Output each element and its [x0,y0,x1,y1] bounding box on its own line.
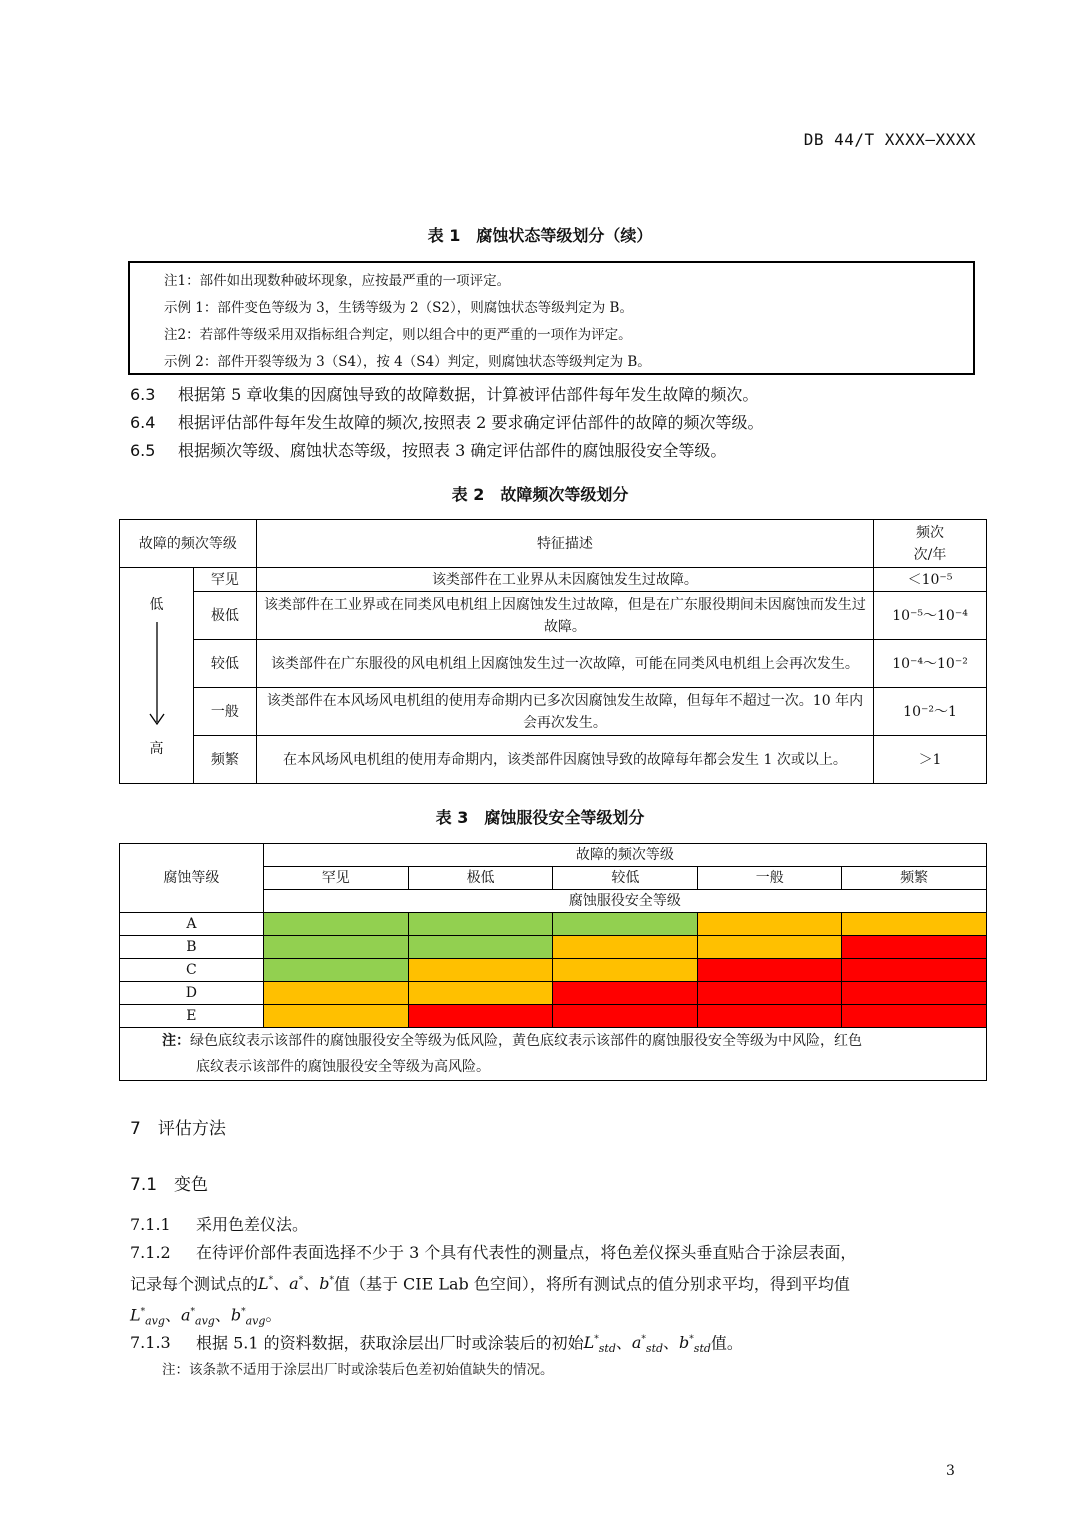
low-label: 低 [149,597,164,613]
risk-cell-red [698,959,842,982]
clause-text-line2b: 值（基于 CIE Lab 色空间），将所有测试点的值分别求平均，得到平均值 [333,1274,850,1294]
table2-row-level: 频繁 [193,736,256,784]
table2-frequency-levels [119,519,987,784]
table2-row-freq: 10⁻⁵～10⁻⁴ [874,592,987,640]
clause-text-a: 根据 5.1 的资料数据，获取涂层出厂时或涂装后的初始 [196,1333,584,1353]
freq-level-header: 极低 [408,867,553,890]
risk-cell-yellow [263,1005,408,1028]
risk-cell-green [263,959,408,982]
risk-cell-red [842,936,987,959]
table3-note-line1 [162,1028,980,1054]
grade-label: B [120,936,264,959]
table1-notes-box [128,261,975,375]
risk-cell-yellow [408,982,553,1005]
note-text-2: 底纹表示该部件的腐蚀服役安全等级为高风险。 [196,1059,490,1075]
freq-header-line1: 频次 [916,524,945,541]
section-7-title: 7 评估方法 [130,1119,226,1139]
risk-cell-green [263,913,408,936]
table3-freq-header: 故障的频次等级 [263,844,986,867]
std-symbols: $L^*_{std}$、$a^*_{std}$、$b^*_{std}$ [583,1333,711,1356]
table2-row-desc: 该类部件在工业界或在同类风电机组上因腐蚀发生过故障，但是在广东服役期间未因腐蚀而发生过故障。 [256,592,873,640]
table2-row-level: 较低 [193,640,256,688]
table3-safety-matrix [119,843,987,1081]
table2-row-freq: ＜10⁻⁵ [874,568,987,592]
clause-number: 7.1.2 [130,1243,171,1262]
table2-row-freq: 10⁻⁴～10⁻² [874,640,987,688]
risk-cell-red [698,982,842,1005]
clause-number: 7.1.3 [130,1333,171,1353]
risk-cell-red [553,982,698,1005]
table2-header-desc: 特征描述 [256,520,873,568]
clause-7-1-2 [130,1238,980,1336]
table2-row-freq: ＞1 [874,736,987,784]
clause-7-1-3-note: 注：该条款不适用于涂层出厂时或涂装后色差初始值缺失的情况。 [162,1362,554,1378]
down-arrow-icon [149,622,165,726]
clause-number: 6.5 [130,441,156,460]
high-label: 高 [149,741,164,757]
note-text-1: 绿色底纹表示该部件的腐蚀服役安全等级为低风险，黄色底纹表示该部件的腐蚀服役安全等级为中风险，红色 [190,1033,862,1049]
risk-cell-red [842,1005,987,1028]
table2-caption: 表 2 故障频次等级划分 [451,485,629,504]
table3-grade-row [120,982,987,1005]
table3-grade-row [120,913,987,936]
freq-header-line2: 次/年 [913,546,947,563]
table1-note-2: 注2：若部件等级采用双指标组合判定，则以组合中的更严重的一项作为评定。 [164,327,632,343]
table2-header-level: 故障的频次等级 [120,520,257,568]
freq-level-header: 一般 [698,867,842,890]
risk-cell-red [698,1005,842,1028]
risk-cell-yellow [698,913,842,936]
section-7-1-title: 7.1 变色 [130,1175,209,1195]
risk-cell-green [408,913,553,936]
risk-cell-green [263,936,408,959]
grade-label: A [120,913,264,936]
risk-cell-yellow [553,936,698,959]
table3-corner: 腐蚀等级 [120,844,264,913]
clause-text: 根据评估部件每年发生故障的频次,按照表 2 要求确定评估部件的故障的频次等级。 [178,413,764,432]
clause-7-1-1 [130,1210,308,1239]
freq-level-header: 较低 [553,867,698,890]
risk-cell-green [553,913,698,936]
risk-cell-yellow [263,982,408,1005]
risk-cell-red [842,982,987,1005]
table3-grade-rows [120,913,987,1028]
risk-cell-red [842,959,987,982]
risk-cell-yellow [553,959,698,982]
page-number: 3 [946,1463,955,1479]
table2-row-level: 一般 [193,688,256,736]
clause-text-b: 值。 [710,1333,743,1353]
table1-example-2: 示例 2：部件开裂等级为 3（S4），按 4（S4）判定，则腐蚀状态等级判定为 B。 [164,354,651,370]
table3-note [120,1028,987,1081]
grade-label: E [120,1005,264,1028]
risk-cell-red [553,1005,698,1028]
clause-text: 根据频次等级、腐蚀状态等级，按照表 3 确定评估部件的腐蚀服役安全等级。 [178,441,727,460]
document-code: DB 44/T XXXX—XXXX [803,130,976,149]
table1-note-1: 注1：部件如出现数种破坏现象，应按最严重的一项评定。 [164,273,511,289]
note-label: 注： [162,1033,190,1049]
table3-grade-row [120,959,987,982]
table3-grade-row [120,1005,987,1028]
table2-row-desc: 该类部件在本风场风电机组的使用寿命期内已多次因腐蚀发生故障，但每年不超过一次。10 年内会再次发生。 [256,688,873,736]
clause-number: 6.3 [130,385,156,404]
avg-symbols: $L^*_{avg}$、$a^*_{avg}$、$b^*_{avg}$。 [130,1305,282,1328]
table2-row-level: 极低 [193,592,256,640]
clause-6-5 [130,438,726,461]
grade-label: C [120,959,264,982]
risk-cell-green [408,936,553,959]
table2-row-desc: 该类部件在广东服役的风电机组上因腐蚀发生过一次故障，可能在同类风电机组上会再次发生。 [256,640,873,688]
freq-level-header: 罕见 [263,867,408,890]
risk-cell-yellow [408,959,553,982]
clause-text-line1: 在待评价部件表面选择不少于 3 个具有代表性的测量点，将色差仪探头垂直贴合于涂层表面， [196,1243,857,1262]
clause-number: 7.1.1 [130,1215,171,1234]
table2-row-level: 罕见 [193,568,256,592]
grade-label: D [120,982,264,1005]
table3-caption: 表 3 腐蚀服役安全等级划分 [435,808,645,827]
clause-text: 采用色差仪法。 [196,1215,309,1234]
clause-6-4 [130,410,763,433]
clause-6-3 [130,382,758,405]
clause-number: 6.4 [130,413,156,432]
clause-text-line2a: 记录每个测试点的 [130,1274,259,1294]
table1-caption: 表 1 腐蚀状态等级划分（续） [427,226,653,245]
table2-row-desc: 该类部件在工业界从未因腐蚀发生过故障。 [256,568,873,592]
table3-safety-header: 腐蚀服役安全等级 [263,890,986,913]
clause-text: 根据第 5 章收集的因腐蚀导致的故障数据，计算被评估部件每年发生故障的频次。 [178,385,759,404]
table1-example-1: 示例 1：部件变色等级为 3，生锈等级为 2（S2），则腐蚀状态等级判定为 B。 [164,300,633,316]
risk-cell-yellow [698,936,842,959]
risk-cell-red [408,1005,553,1028]
table2-row-desc: 在本风场风电机组的使用寿命期内，该类部件因腐蚀导致的故障每年都会发生 1 次或以上。 [256,736,873,784]
table2-row-freq: 10⁻²～1 [874,688,987,736]
freq-level-header: 频繁 [842,867,987,890]
risk-cell-yellow [842,913,987,936]
table3-grade-row [120,936,987,959]
table2-header-freq [874,520,987,568]
lab-symbols: L*、a*、b* [258,1274,334,1294]
low-high-arrow-cell [120,568,194,784]
